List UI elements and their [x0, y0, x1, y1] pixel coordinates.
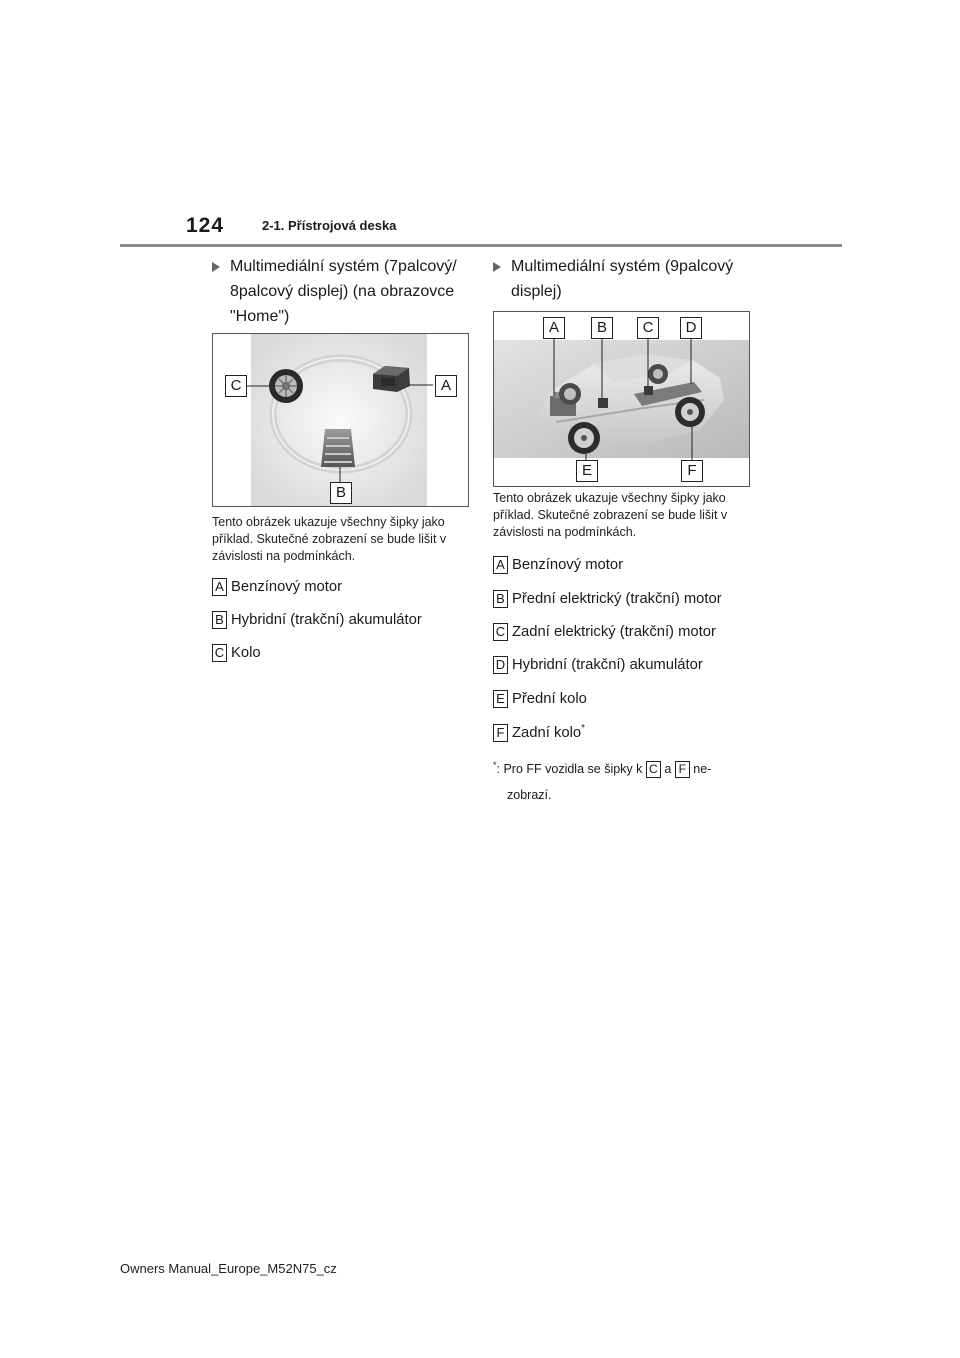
- legend-item: [493, 590, 722, 610]
- triangle-bullet-icon: [493, 262, 501, 272]
- legend-item: [212, 611, 422, 631]
- legend-item: [493, 623, 716, 643]
- legend-key-badge: C: [212, 644, 227, 662]
- footnote: [493, 760, 758, 778]
- battery-icon: [321, 429, 355, 467]
- legend-item: [493, 556, 623, 576]
- wheel-icon: [675, 397, 705, 427]
- footnote-line2: zobrazí.: [507, 788, 552, 802]
- callout-c: C: [225, 375, 247, 397]
- wheel-icon: [269, 369, 303, 403]
- footnote-mark: *: [493, 760, 497, 770]
- footnote-text: : Pro FF vozidla se šipky k: [496, 762, 643, 777]
- energy-monitor-illustration: [213, 334, 468, 506]
- page-number: 124: [186, 214, 225, 237]
- legend-label: Zadní elektrický (trakční) motor: [512, 624, 716, 640]
- left-caption: Tento obrázek ukazuje všechny šipky jako příklad. Skutečné zobrazení se bude lišit v závislosti na podmínkách.: [212, 515, 447, 563]
- header-divider: [120, 244, 842, 247]
- left-legend: [212, 578, 467, 668]
- left-heading: [212, 254, 462, 329]
- wheel-icon: [568, 422, 600, 454]
- legend-label: Kolo: [231, 645, 261, 661]
- legend-label: Přední elektrický (trakční) motor: [512, 591, 722, 607]
- legend-item: [493, 723, 585, 743]
- wheel-icon: [559, 383, 581, 405]
- footer-text: Owners Manual_Europe_M52N75_cz: [120, 1261, 337, 1276]
- triangle-bullet-icon: [212, 262, 220, 272]
- legend-label: Zadní kolo: [512, 725, 582, 742]
- callout-f: F: [681, 460, 703, 482]
- callout-a: A: [543, 317, 565, 339]
- callout-e: E: [576, 460, 598, 482]
- legend-key-badge: B: [212, 611, 227, 629]
- legend-item: [212, 644, 261, 664]
- legend-label: Hybridní (trakční) akumulátor: [231, 612, 422, 628]
- legend-item: [493, 656, 703, 676]
- rear-motor-icon: [644, 386, 653, 395]
- legend-key-badge: C: [493, 623, 508, 641]
- vehicle-cutaway-illustration: [494, 312, 749, 486]
- energy-monitor-figure-small: [212, 333, 469, 507]
- legend-key-badge: B: [493, 590, 508, 608]
- section-title: 2-1. Přístrojová deska: [262, 218, 397, 233]
- legend-label: Benzínový motor: [512, 557, 624, 573]
- legend-label: Přední kolo: [512, 691, 587, 707]
- footnote-badge-c: C: [646, 761, 661, 778]
- legend-item: [212, 578, 342, 598]
- right-caption: Tento obrázek ukazuje všechny šipky jako příklad. Skutečné zobrazení se bude lišit v závislosti na podmínkách.: [493, 491, 728, 539]
- right-legend: [493, 556, 758, 746]
- footnote-badge-f: F: [675, 761, 690, 778]
- footnote-marker: *: [581, 723, 585, 734]
- legend-label: Hybridní (trakční) akumulátor: [512, 657, 703, 673]
- wheel-icon: [648, 364, 668, 384]
- callout-d: D: [680, 317, 702, 339]
- callout-a: A: [435, 375, 457, 397]
- legend-key-badge: F: [493, 724, 508, 742]
- legend-key-badge: D: [493, 656, 508, 674]
- legend-label: Benzínový motor: [231, 579, 343, 595]
- callout-c: C: [637, 317, 659, 339]
- footnote-conj: a: [664, 762, 672, 777]
- legend-item: [493, 690, 587, 710]
- front-motor-icon: [598, 398, 608, 408]
- callout-b: B: [591, 317, 613, 339]
- footnote-text-end: ne-: [693, 762, 712, 777]
- legend-key-badge: A: [493, 556, 508, 574]
- legend-key-badge: A: [212, 578, 227, 596]
- right-heading: [493, 254, 748, 304]
- callout-b: B: [330, 482, 352, 504]
- energy-monitor-figure-large: [493, 311, 750, 487]
- right-heading-text: Multimediální systém (9palcový displej): [511, 258, 734, 300]
- legend-key-badge: E: [493, 690, 508, 708]
- left-heading-text: Multimediální systém (7palcový/ 8palcový displej) (na obrazovce "Home"): [230, 258, 457, 325]
